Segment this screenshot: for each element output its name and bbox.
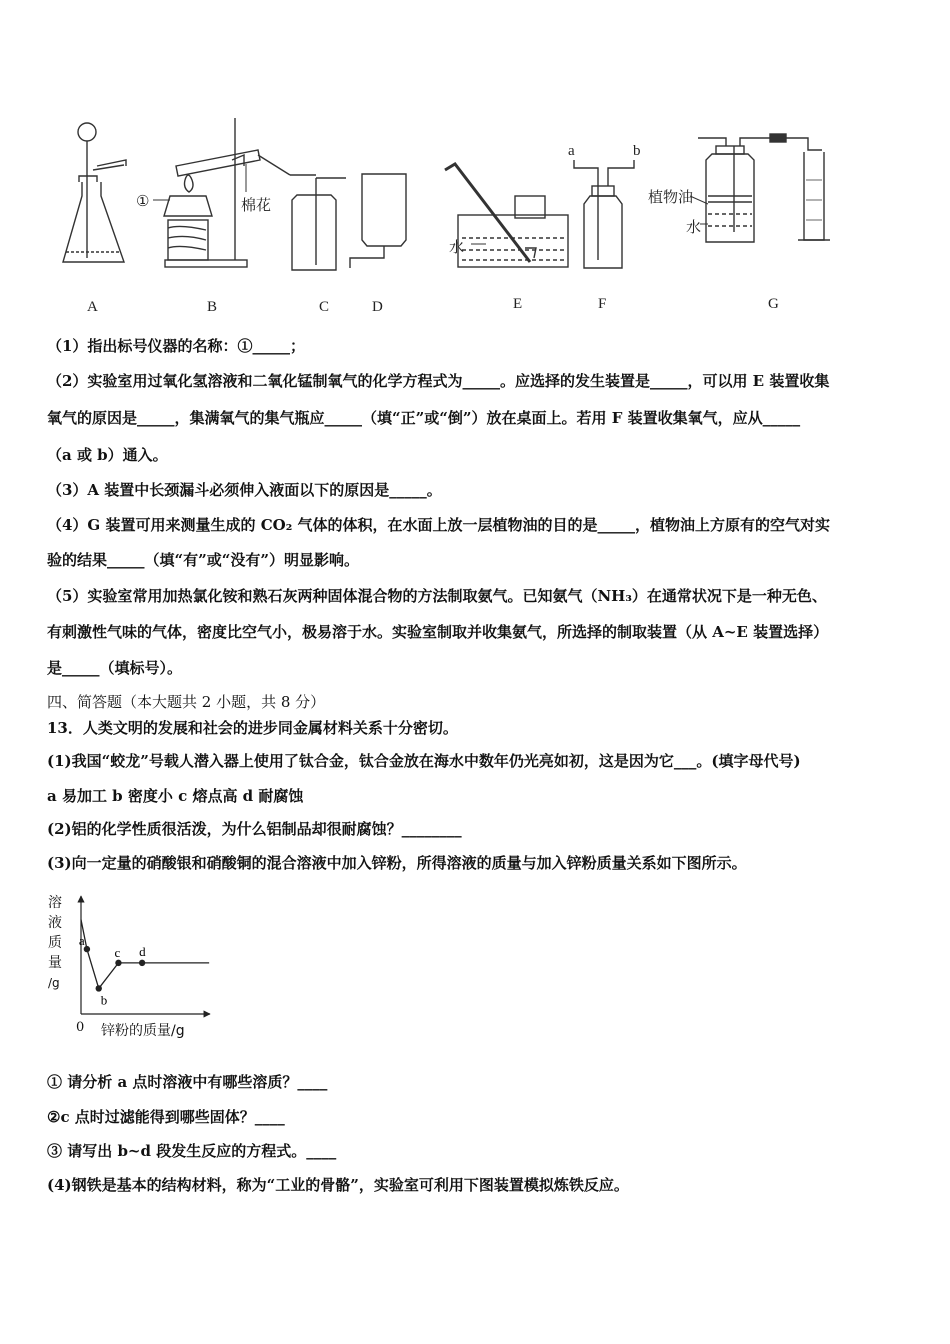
apparatus-g-water-label: 水 [686,220,702,236]
q13-sub-3: ③ 请写出 b~d 段发生反应的方程式。____ [47,1142,337,1160]
apparatus-b-cotton-label: 棉花 [241,198,272,214]
chart-point-label-d: d [139,943,146,959]
apparatus-g-setup [698,134,830,242]
apparatus-c-jar [292,178,346,270]
q13-stem: 13．人类文明的发展和社会的进步同金属材料关系十分密切。 [47,719,458,737]
question-2-line-3: （a 或 b）通入。 [47,446,168,464]
chart-ylabel-char-5: /g [48,976,60,990]
question-5-line-2: 有刺激性气味的气体，密度比空气小，极易溶于水。实验室制取并收集氨气，所选择的制取装置（从 A~E 装置选择） [47,623,829,641]
chart-point-label-b: b [100,992,108,1008]
apparatus-label-a: A [87,299,98,315]
question-2-line-2: 氧气的原因是_____，集满氧气的集气瓶应_____（填“正”或“倒”）放在桌面上。若用 F 装置收集氧气，应从_____ [47,409,801,427]
apparatus-label-g: G [768,296,779,312]
apparatus-label-e: E [513,296,523,312]
question-5-line-3: 是_____（填标号）。 [47,659,183,677]
q13-part-2: (2)铝的化学性质很活泼，为什么铝制品却很耐腐蚀？________ [47,820,462,838]
chart-ylabel-char-2: 液 [48,915,62,931]
q13-part-4: (4)钢铁是基本的结构材料，称为“工业的骨骼”，实验室可利用下图装置模拟炼铁反应。 [47,1176,629,1194]
apparatus-label-f: F [598,296,607,312]
apparatus-label-b: B [207,299,218,315]
apparatus-label-d: D [372,299,383,315]
chart-ylabel-char-4: 量 [48,955,62,971]
apparatus-marker-1: ① [136,194,150,210]
apparatus-g-oil-label: 植物油 [648,190,694,206]
question-4-line-2: 验的结果_____（填“有”或“没有”）明显影响。 [47,551,360,569]
apparatus-label-c: C [319,299,330,315]
chart-point-b [96,985,102,991]
apparatus-figure [0,0,950,330]
apparatus-f-port-b: b [633,143,641,159]
section-heading: 四、简答题（本大题共 2 小题，共 8 分） [47,693,326,711]
question-2-line-1: （2）实验室用过氧化氢溶液和二氧化锰制氧气的化学方程式为_____。应选择的发生装置是_____，可以用 E 装置收集 [47,372,830,390]
q13-part-3: (3)向一定量的硝酸银和硝酸铜的混合溶液中加入锌粉，所得溶液的质量与加入锌粉质量关系如下图所示。 [47,854,747,872]
chart-origin-label: 0 [76,1020,85,1035]
chart-ylabel-char-1: 溶 [48,895,62,911]
apparatus-d-jar [350,174,406,268]
question-4-line-1: （4）G 装置可用来测量生成的 CO₂ 气体的体积，在水面上放一层植物油的目的是_____，植物油上方原有的空气对实 [47,516,830,534]
chart-point-d [139,960,145,966]
chart-point-c [115,960,121,966]
question-3: （3）A 装置中长颈漏斗必须伸入液面以下的原因是_____。 [47,481,442,499]
chart-point-label-a: a [78,933,85,949]
q13-part-1-options: a 易加工 b 密度小 c 熔点高 d 耐腐蚀 [47,787,304,805]
apparatus-f-port-a: a [568,143,575,159]
q13-sub-2: ②c 点时过滤能得到哪些固体？____ [47,1108,285,1126]
q13-sub-1: ① 请分析 a 点时溶液中有哪些溶质？____ [47,1073,328,1091]
chart-xlabel: 锌粉的质量/g [101,1023,185,1039]
question-1: （1）指出标号仪器的名称：①_____； [47,337,305,355]
chart-ylabel-char-3: 质 [48,935,62,951]
apparatus-b-stand [164,118,316,267]
chart-point-label-c: c [114,944,121,960]
q13-part-1: (1)我国“蛟龙”号载人潜入器上使用了钛合金，钛合金放在海水中数年仍光亮如初，这是因为它___。(填字母代号) [47,752,801,770]
apparatus-a-flask [63,123,126,262]
apparatus-e-water-label: 水 [449,240,465,256]
apparatus-f-bottle [574,160,634,268]
question-5-line-1: （5）实验室常用加热氯化铵和熟石灰两种固体混合物的方法制取氨气。已知氨气（NH₃）在通常状况下是一种无色、 [47,587,827,605]
